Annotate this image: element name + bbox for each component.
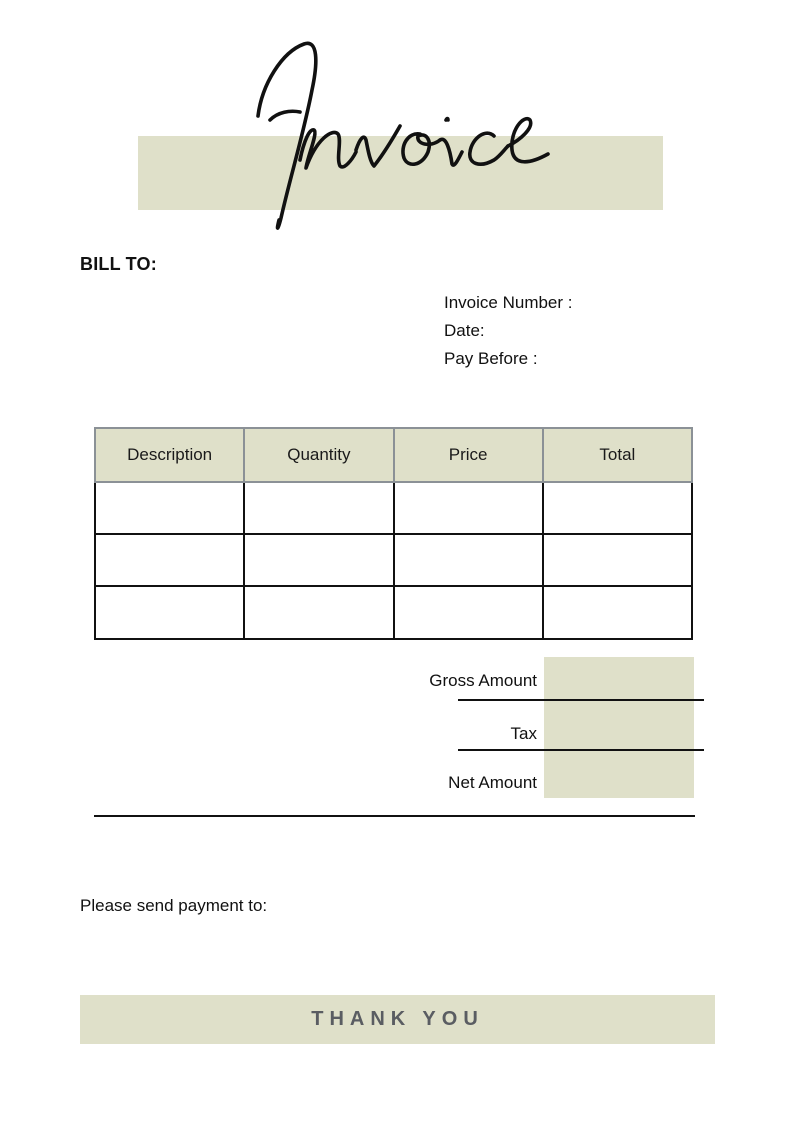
tax-divider: [458, 749, 704, 751]
net-amount-label: Net Amount: [448, 773, 537, 792]
table-cell: [95, 586, 244, 639]
table-cell: [95, 482, 244, 534]
header-price: Price: [394, 428, 543, 482]
header-quantity: Quantity: [244, 428, 393, 482]
table-cell: [394, 586, 543, 639]
table-row: [95, 482, 692, 534]
table-row: [95, 534, 692, 586]
table-cell: [244, 586, 393, 639]
table-header-row: [95, 428, 692, 482]
table-cell: [244, 534, 393, 586]
summary-value-box: [544, 657, 694, 798]
items-table: [94, 427, 693, 640]
table-cell: [394, 482, 543, 534]
header-total: Total: [543, 428, 692, 482]
table-cell: [543, 586, 692, 639]
thank-you-text: THANK YOU: [311, 1008, 484, 1030]
payment-instructions-label: Please send payment to:: [80, 896, 268, 915]
summary-bottom-divider: [94, 815, 695, 817]
tax-label: Tax: [510, 724, 537, 743]
invoice-handwritten-logo: [258, 43, 548, 228]
invoice-script-title: [0, 0, 794, 260]
pay-before-label: Pay Before :: [444, 349, 538, 368]
gross-amount-divider: [458, 699, 704, 701]
header-description: Description: [95, 428, 244, 482]
bill-to-label: BILL TO:: [80, 254, 157, 274]
table-cell: [244, 482, 393, 534]
table-cell: [543, 482, 692, 534]
table-cell: [543, 534, 692, 586]
gross-amount-label: Gross Amount: [429, 671, 537, 690]
table-row: [95, 586, 692, 639]
invoice-number-label: Invoice Number :: [444, 293, 573, 312]
date-label: Date:: [444, 321, 485, 340]
thank-you-band: [80, 995, 715, 1044]
table-cell: [95, 534, 244, 586]
table-cell: [394, 534, 543, 586]
